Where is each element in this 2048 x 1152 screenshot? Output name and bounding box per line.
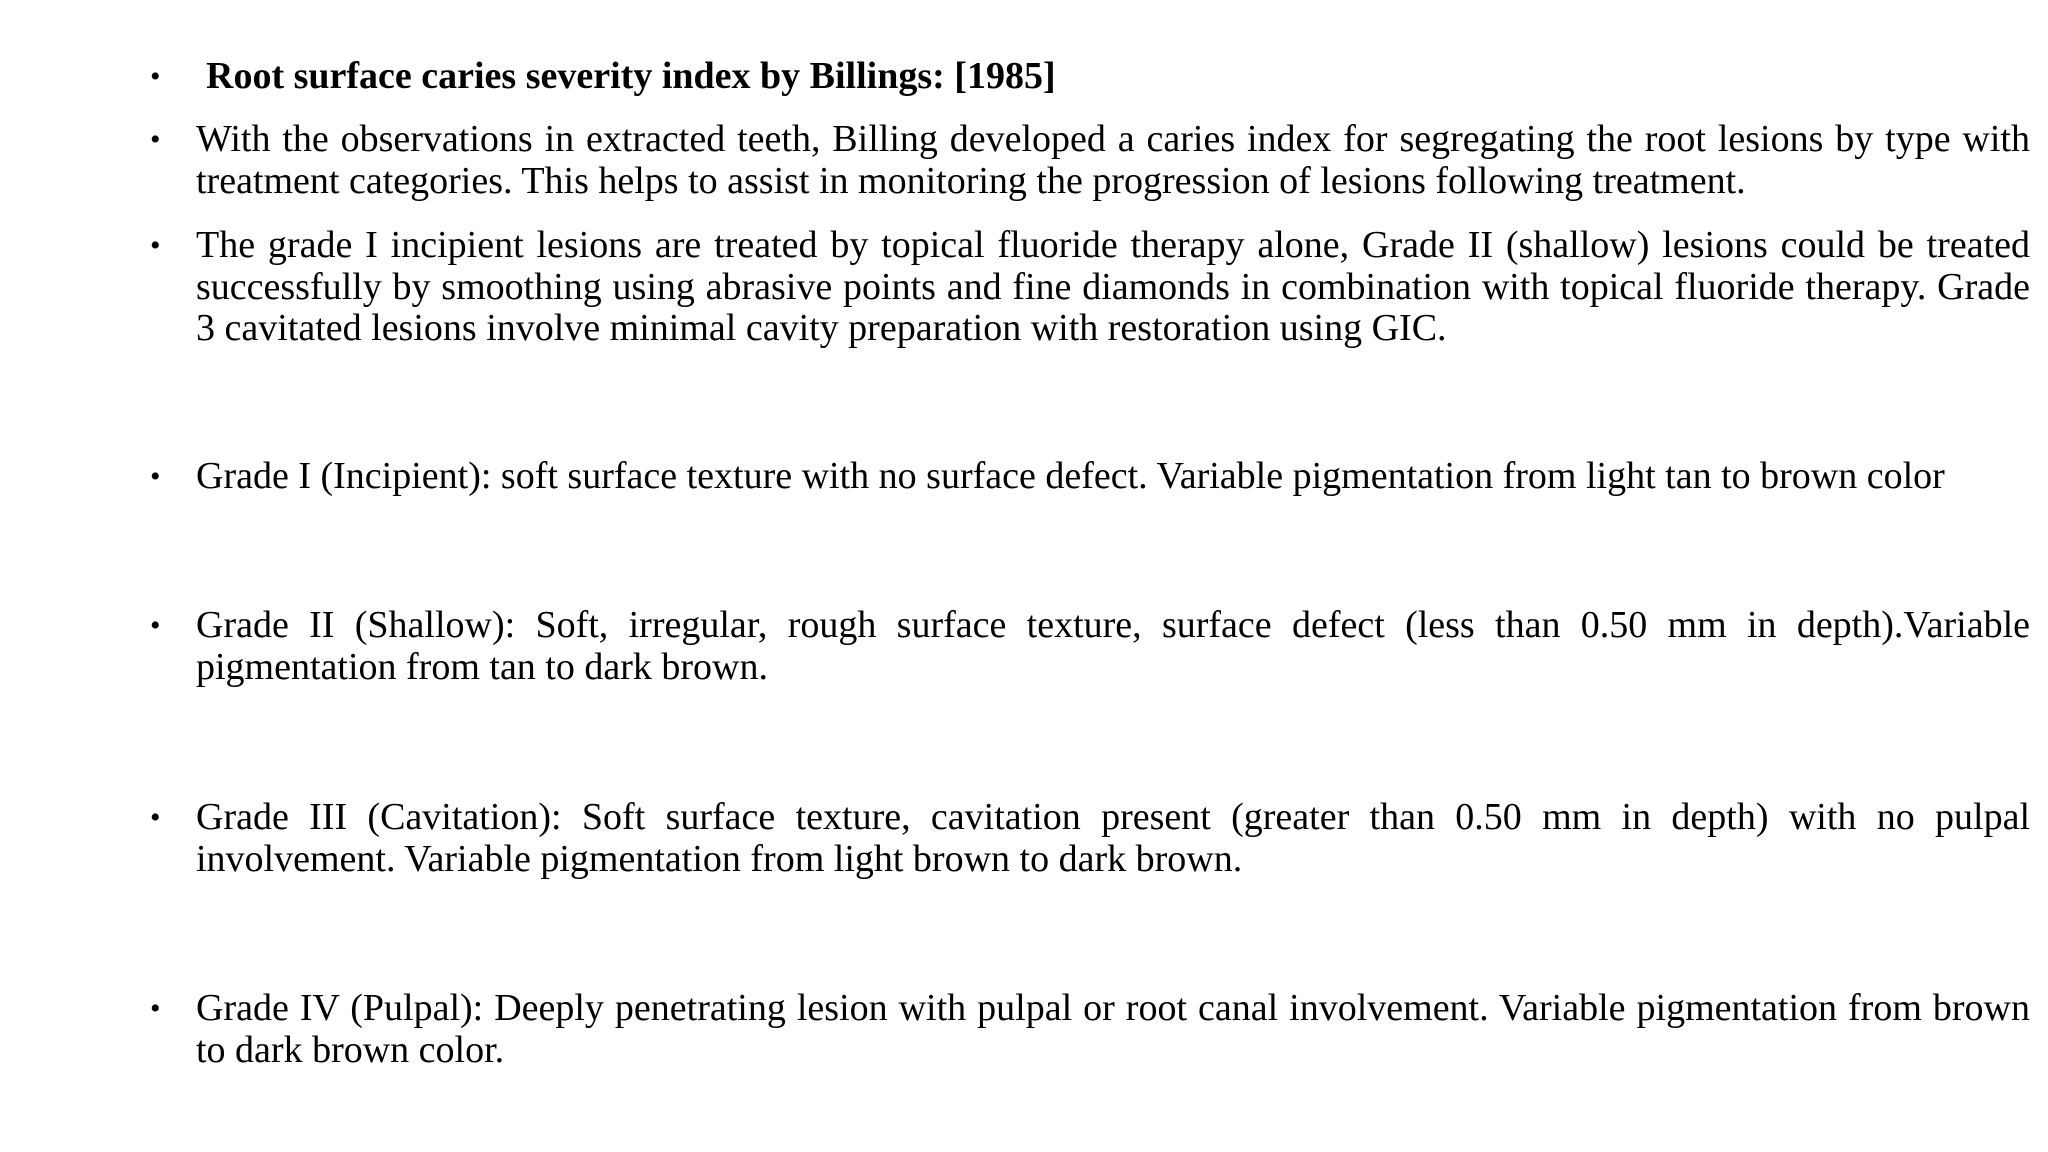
bullet-icon: • xyxy=(150,460,161,493)
item-text: Grade IV (Pulpal): Deeply penetrating lesion with pulpal or root canal involvement. Variable pigmentation from brown to dark brown color. xyxy=(196,987,2030,1071)
item-text: Grade III (Cavitation): Soft surface texture, cavitation present (greater than 0.50 mm in depth) with no pulpal involvement. Variable pigmentation from light brown to dark brown. xyxy=(196,796,2030,880)
list-item xyxy=(150,225,2030,350)
list-item-grade-2 xyxy=(150,605,2030,688)
list-item xyxy=(150,119,2030,202)
bullet-icon: • xyxy=(150,801,161,834)
list-item-grade-1 xyxy=(150,456,2030,498)
list-item-grade-3 xyxy=(150,797,2030,880)
bullet-icon: • xyxy=(150,609,161,642)
list-item-title xyxy=(150,56,2030,98)
item-text: Grade II (Shallow): Soft, irregular, rough surface texture, surface defect (less than 0.50 mm in depth).Variable pigmentation from tan to dark brown. xyxy=(196,604,2030,688)
bullet-icon: • xyxy=(150,229,161,262)
index-title: Root surface caries severity index by Billings: [1985] xyxy=(206,55,1056,97)
list-item-grade-4 xyxy=(150,988,2030,1071)
item-text: With the observations in extracted teeth, Billing developed a caries index for segregating the root lesions by type with treatment categories. This helps to assist in monitoring the progression of lesions following treatment. xyxy=(196,118,2030,202)
bullet-icon: • xyxy=(150,992,161,1025)
bullet-icon: • xyxy=(150,60,161,93)
item-text: Grade I (Incipient): soft surface texture with no surface defect. Variable pigmentation from light tan to brown color xyxy=(196,455,1945,497)
item-text: The grade I incipient lesions are treated by topical fluoride therapy alone, Grade II (shallow) lesions could be treated successfully by smoothing using abrasive points and fine diamonds in combination with topical fluoride therapy. Grade 3 cavitated lesions involve minimal cavity preparation with restoration using GIC. xyxy=(196,224,2030,349)
bullet-icon: • xyxy=(150,123,161,156)
